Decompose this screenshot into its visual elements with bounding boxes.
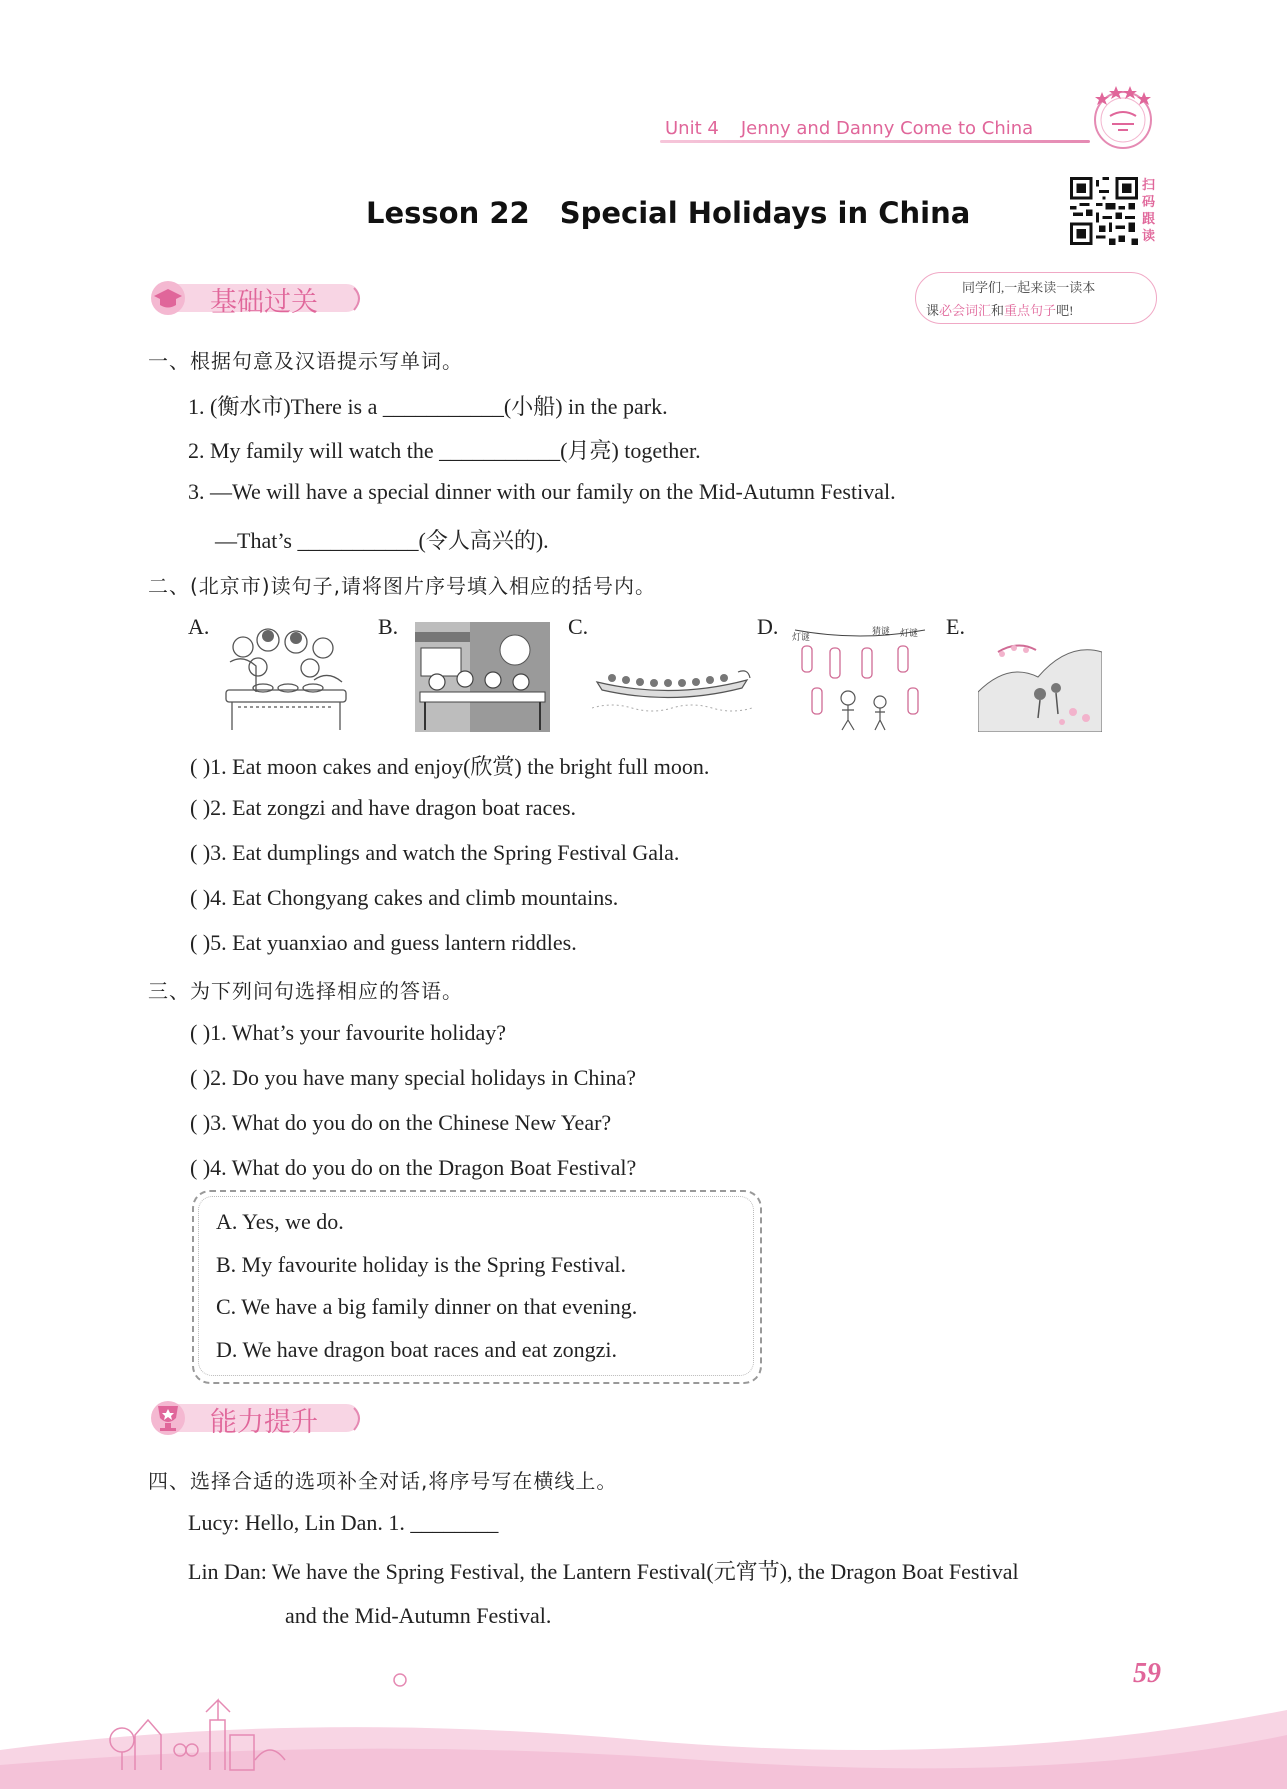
section-3-heading: 三、为下列问句选择相应的答语。 <box>148 979 463 1003</box>
read-tip-text: 和 <box>991 303 1005 318</box>
read-tip-highlight: 必会词汇 <box>939 303 992 318</box>
exercise-line: ( )3. What do you do on the Chinese New Year? <box>190 1110 612 1135</box>
picture-label-d: D. <box>757 614 779 639</box>
exercise-line: ( )2. Do you have many special holidays in China? <box>190 1065 637 1090</box>
mountain-climbing-picture <box>978 622 1102 732</box>
answer-option: A. Yes, we do. <box>216 1209 344 1234</box>
exercise-line: ( )4. Eat Chongyang cakes and climb mountains. <box>190 885 619 910</box>
dialogue-line: Lucy: Hello, Lin Dan. 1. ________ <box>188 1510 499 1535</box>
dialogue-line: and the Mid-Autumn Festival. <box>285 1603 552 1628</box>
read-tip-highlight: 重点句子 <box>1004 303 1057 318</box>
section-1-heading: 一、根据句意及汉语提示写单词。 <box>148 349 463 373</box>
unit-number: Unit 4 <box>665 118 719 139</box>
exercise-line: 2. My family will watch the ___________(月亮) together. <box>188 438 701 463</box>
answer-option: D. We have dragon boat races and eat zongzi. <box>216 1337 617 1362</box>
footer-decoration <box>0 1640 1287 1789</box>
exercise-line: 1. (衡水市)There is a ___________(小船) in the park. <box>188 394 668 419</box>
exercise-line: ( )4. What do you do on the Dragon Boat Festival? <box>190 1155 637 1180</box>
exercise-line: ( )5. Eat yuanxiao and guess lantern riddles. <box>190 930 577 955</box>
read-tip-text: 课 <box>926 303 940 318</box>
read-tip-text: 吧! <box>1056 303 1074 318</box>
read-tip-line2 <box>926 300 1073 319</box>
lesson-title <box>366 196 970 230</box>
header-rule <box>660 140 1090 143</box>
lesson-name: Special Holidays in China <box>559 196 971 230</box>
exercise-line: 3. —We will have a special dinner with our family on the Mid-Autumn Festival. <box>188 479 896 504</box>
answer-option: C. We have a big family dinner on that evening. <box>216 1294 638 1319</box>
dialogue-line: Lin Dan: We have the Spring Festival, the Lantern Festival(元宵节), the Dragon Boat Festival <box>188 1559 1019 1584</box>
picture-label-e: E. <box>946 614 965 639</box>
section-4-heading: 四、选择合适的选项补全对话,将序号写在横线上。 <box>148 1469 618 1493</box>
exercise-line: ( )2. Eat zongzi and have dragon boat races. <box>190 795 577 820</box>
lantern-sign: 灯谜 <box>792 633 811 643</box>
brand-seal-icon <box>1088 82 1158 152</box>
unit-header <box>665 118 1033 139</box>
exercise-line: ( )3. Eat dumplings and watch the Spring Festival Gala. <box>190 840 680 865</box>
lantern-sign: 灯谜 <box>900 629 919 639</box>
family-dinner-picture <box>218 622 353 732</box>
section-2-heading: 二、(北京市)读句子,请将图片序号填入相应的括号内。 <box>148 574 656 598</box>
dragon-boat-picture <box>592 622 752 732</box>
unit-title: Jenny and Danny Come to China <box>740 118 1034 139</box>
exercise-line: ( )1. Eat moon cakes and enjoy(欣赏) the bright full moon. <box>190 754 710 779</box>
picture-label-c: C. <box>568 614 589 639</box>
moon-viewing-picture <box>415 622 550 732</box>
banner-basic-title: 基础过关 <box>210 287 318 318</box>
exercise-line: ( )1. What’s your favourite holiday? <box>190 1020 507 1045</box>
lantern-sign: 猜谜 <box>872 627 891 637</box>
banner-advanced-title: 能力提升 <box>210 1407 318 1438</box>
picture-label-b: B. <box>378 614 399 639</box>
qr-label: 扫码跟读 <box>1142 178 1156 244</box>
answer-option: B. My favourite holiday is the Spring Festival. <box>216 1252 627 1277</box>
picture-label-a: A. <box>188 614 210 639</box>
lesson-number: Lesson 22 <box>366 196 530 230</box>
page-number: 59 <box>1133 1658 1161 1689</box>
read-tip-line1: 同学们,一起来读一读本 <box>962 280 1096 295</box>
exercise-line: —That’s ___________(令人高兴的). <box>215 528 549 553</box>
lantern-riddles-picture <box>790 622 930 732</box>
qr-code-icon[interactable] <box>1070 177 1138 245</box>
